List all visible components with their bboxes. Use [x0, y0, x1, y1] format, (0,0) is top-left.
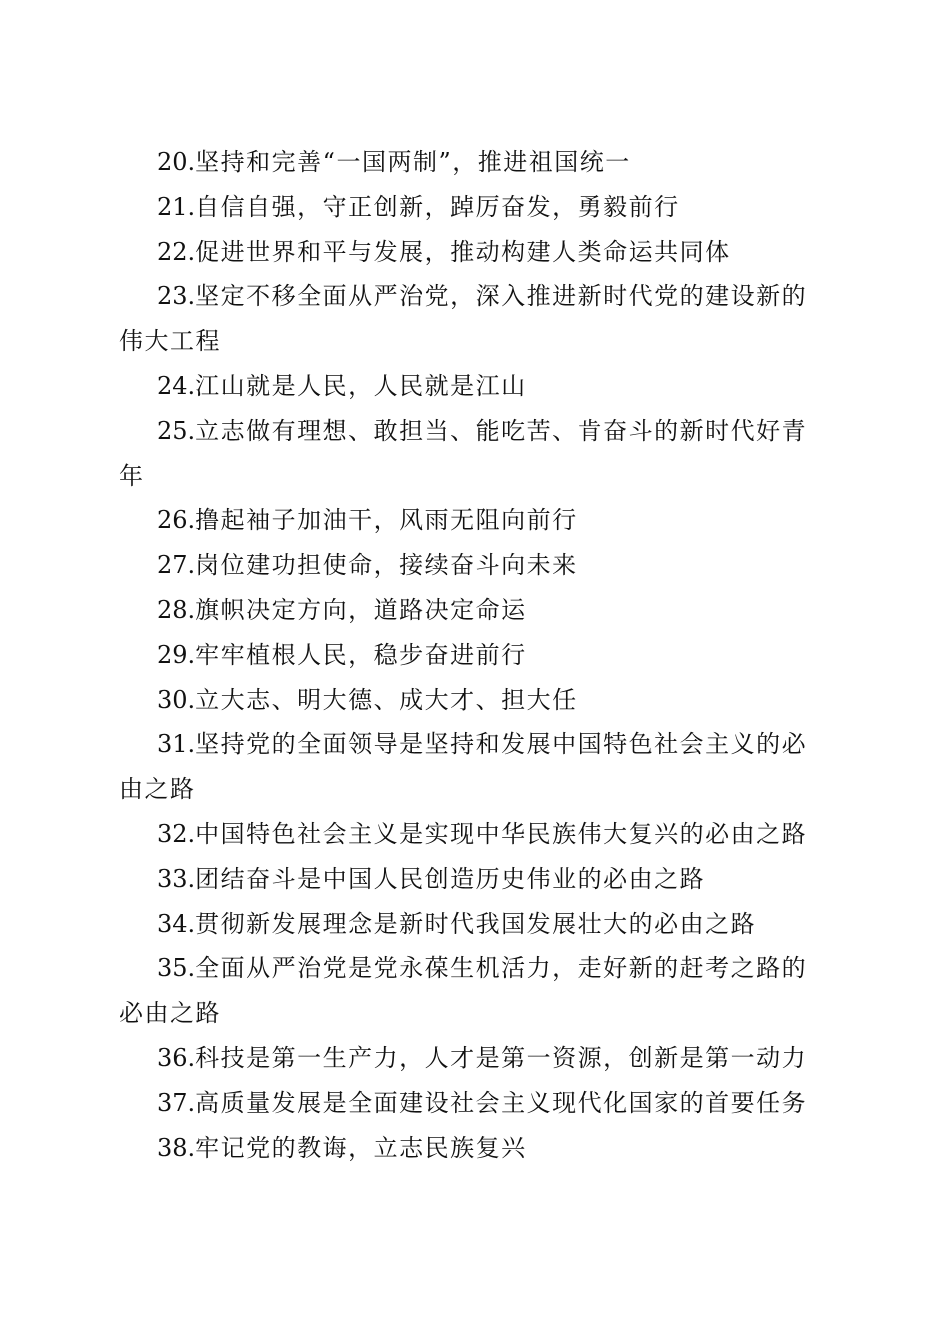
- item-text: 立志做有理想、敢担当、能吃苦、肯奋斗的新时代好青年: [119, 416, 808, 490]
- item-number: 25.: [157, 416, 196, 445]
- list-item: [119, 678, 829, 723]
- item-text: 岗位建功担使命，接续奋斗向未来: [195, 551, 578, 580]
- item-number: 24.: [157, 371, 196, 400]
- list-item: [119, 1126, 829, 1171]
- item-text: 高质量发展是全面建设社会主义现代化国家的首要任务: [195, 1088, 808, 1117]
- list-item: [119, 946, 829, 1036]
- list-item: [119, 1081, 829, 1126]
- item-text: 科技是第一生产力，人才是第一资源，创新是第一动力: [195, 1043, 808, 1072]
- item-text: 促进世界和平与发展，推动构建人类命运共同体: [195, 237, 731, 266]
- list-item: [119, 409, 829, 499]
- item-number: 35.: [157, 954, 196, 983]
- item-text: 坚持和完善“一国两制”，推进祖国统一: [195, 148, 631, 176]
- item-text: 牢牢植根人民，稳步奋进前行: [195, 640, 527, 669]
- item-text: 坚持党的全面领导是坚持和发展中国特色社会主义的必由之路: [119, 730, 808, 804]
- item-text: 立大志、明大德、成大才、担大任: [195, 685, 578, 714]
- item-number: 33.: [157, 864, 196, 893]
- item-text: 旗帜决定方向，道路决定命运: [195, 595, 527, 624]
- item-number: 37.: [157, 1088, 196, 1117]
- item-text: 牢记党的教诲，立志民族复兴: [195, 1133, 527, 1162]
- item-number: 28.: [157, 595, 196, 624]
- list-item: [119, 185, 829, 230]
- list-item: [119, 633, 829, 678]
- item-number: 23.: [157, 282, 196, 311]
- item-text: 撸起袖子加油干，风雨无阻向前行: [195, 506, 578, 535]
- list-item: [119, 364, 829, 409]
- item-text: 中国特色社会主义是实现中华民族伟大复兴的必由之路: [195, 819, 808, 848]
- list-item: [119, 722, 829, 812]
- item-number: 22.: [157, 237, 196, 266]
- item-number: 20.: [157, 148, 196, 176]
- item-text: 坚定不移全面从严治党，深入推进新时代党的建设新的伟大工程: [119, 282, 808, 356]
- list-item: [119, 140, 829, 185]
- item-text: 贯彻新发展理念是新时代我国发展壮大的必由之路: [195, 909, 757, 938]
- item-number: 21.: [157, 192, 196, 221]
- item-number: 29.: [157, 640, 196, 669]
- item-number: 27.: [157, 551, 196, 580]
- item-text: 全面从严治党是党永葆生机活力，走好新的赶考之路的必由之路: [119, 954, 808, 1028]
- item-number: 31.: [157, 730, 196, 759]
- list-item: [119, 902, 829, 947]
- item-text: 团结奋斗是中国人民创造历史伟业的必由之路: [195, 864, 706, 893]
- slogan-list: [119, 140, 829, 1170]
- item-number: 36.: [157, 1043, 196, 1072]
- list-item: [119, 230, 829, 275]
- list-item: [119, 498, 829, 543]
- list-item: [119, 1036, 829, 1081]
- item-number: 26.: [157, 506, 196, 535]
- item-number: 32.: [157, 819, 196, 848]
- item-number: 30.: [157, 685, 196, 714]
- item-text: 自信自强，守正创新，踔厉奋发，勇毅前行: [195, 192, 680, 221]
- item-number: 34.: [157, 909, 196, 938]
- list-item: [119, 274, 829, 364]
- item-text: 江山就是人民，人民就是江山: [195, 371, 527, 400]
- list-item: [119, 812, 829, 857]
- list-item: [119, 857, 829, 902]
- list-item: [119, 588, 829, 633]
- list-item: [119, 543, 829, 588]
- item-number: 38.: [157, 1133, 196, 1162]
